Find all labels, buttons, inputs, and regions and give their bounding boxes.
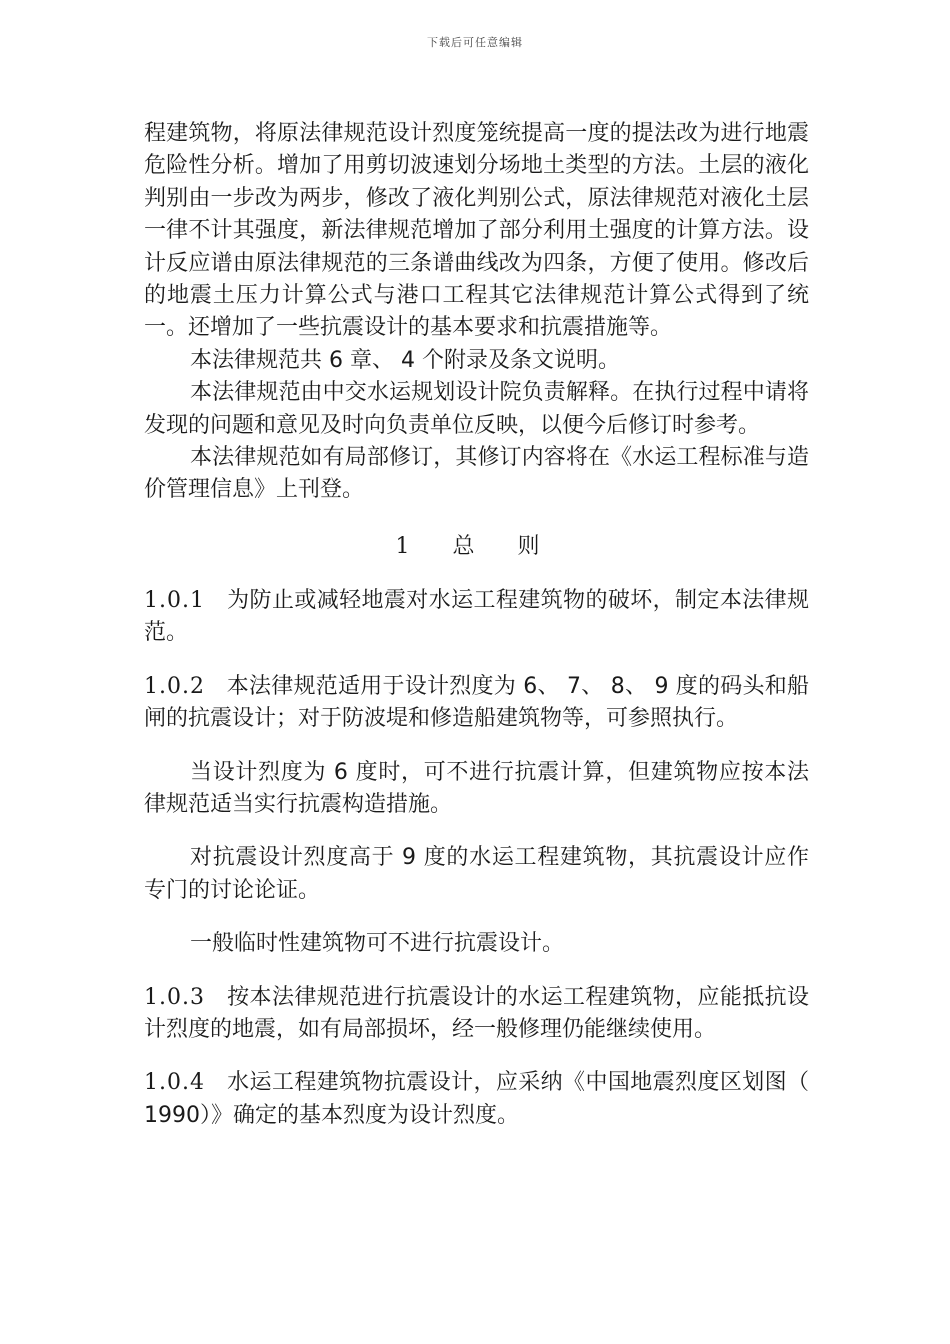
intro-paragraph-2: 本法律规范共 6 章、 4 个附录及条文说明。 xyxy=(190,347,620,373)
clause-number: 1.0.4 xyxy=(144,1070,205,1096)
clause-number: 1.0.2 xyxy=(144,673,205,699)
clause-1-0-4 xyxy=(144,1067,809,1132)
intro-paragraph-1: 程建筑物，将原法律规范设计烈度笼统提高一度的提法改为进行地震危险性分析。增加了用剪切波速划分场地土类型的方法。土层的液化判别由一步改为两步，修改了液化判别公式，原法律规范对液化土层一律不计其强度，新法律规范增加了部分利用土强度的计算方法。设计反应谱由原法律规范的三条谱曲线改为四条，方便了使用。修改后的地震土压力计算公式与港口工程其它法律规范计算公式得到了统一。还增加了一些抗震设计的基本要求和抗震措施等。 xyxy=(144,121,809,341)
clause-number: 1.0.3 xyxy=(144,984,205,1010)
clause-1-0-2-paragraph-2: 当设计烈度为 6 度时，可不进行抗震计算，但建筑物应按本法律规范适当实行抗震构造措施。 xyxy=(144,759,809,817)
intro-paragraph-4: 本法律规范如有局部修订，其修订内容将在《水运工程标准与造价管理信息》上刊登。 xyxy=(144,445,809,503)
intro-paragraph-3: 本法律规范由中交水运规划设计院负责解释。在执行过程中请将发现的问题和意见及时向负责单位反映，以便今后修订时参考。 xyxy=(144,380,809,438)
clause-1-0-1 xyxy=(144,585,809,650)
clause-1-0-2-paragraph-4: 一般临时性建筑物可不进行抗震设计。 xyxy=(190,931,565,957)
page-header: 下载后可任意编辑 xyxy=(427,36,523,49)
clause-number: 1.0.1 xyxy=(144,587,205,613)
chapter-title: 1 总 则 xyxy=(395,533,558,559)
clause-text: 为防止或减轻地震对水运工程建筑物的破坏，制定本法律规范。 xyxy=(144,587,809,646)
clause-1-0-3 xyxy=(144,982,809,1047)
clause-text: 按本法律规范进行抗震设计的水运工程建筑物，应能抵抗设计烈度的地震，如有局部损坏，经一般修理仍能继续使用。 xyxy=(144,984,809,1042)
clause-1-0-2-paragraph-3: 对抗震设计烈度高于 9 度的水运工程建筑物，其抗震设计应作专门的讨论论证。 xyxy=(144,845,809,903)
document-body xyxy=(144,118,809,1153)
clause-text: 本法律规范适用于设计烈度为 6、 7、 8、 9 度的码头和船闸的抗震设计；对于防波堤和修造船建筑物等，可参照执行。 xyxy=(144,673,809,732)
clause-1-0-2 xyxy=(144,671,809,736)
clause-text: 水运工程建筑物抗震设计，应采纳《中国地震烈度区划图（ 1990）》确定的基本烈度为设计烈度。 xyxy=(144,1070,809,1128)
